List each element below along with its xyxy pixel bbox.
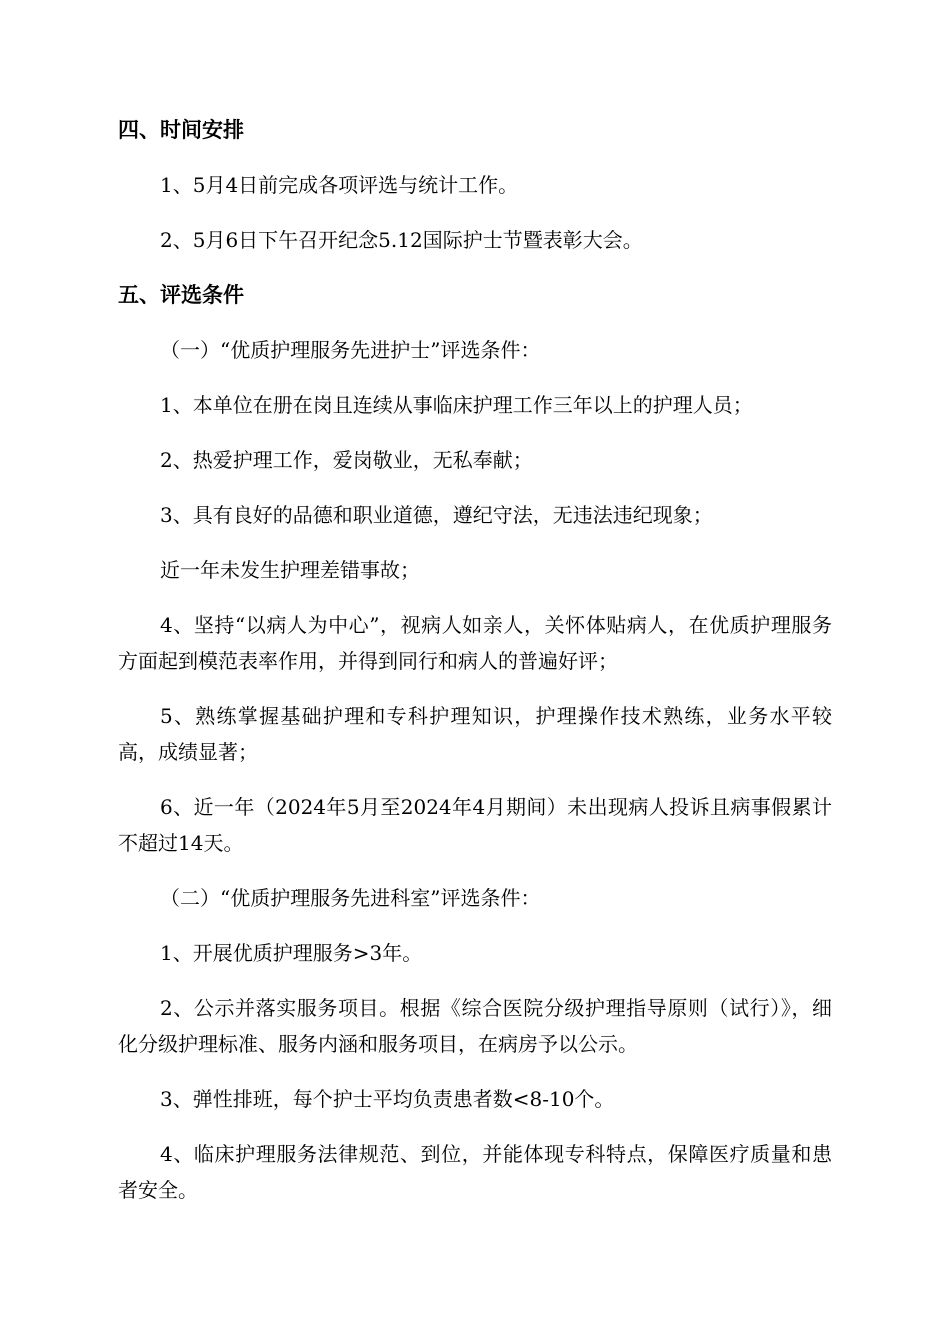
schedule-item-2: 2、5月6日下午召开纪念5.12国际护士节暨表彰大会。 <box>160 228 643 252</box>
nurse-criterion-1: 1、本单位在册在岗且连续从事临床护理工作三年以上的护理人员； <box>160 393 753 417</box>
nurse-criterion-2: 2、热爱护理工作，爱岗敬业，无私奉献； <box>160 448 533 472</box>
department-criterion-3: 3、弹性排班，每个护士平均负责患者数<8-10个。 <box>160 1087 615 1111</box>
nurse-criterion-4: 4、坚持“以病人为中心”，视病人如亲人，关怀体贴病人，在优质护理服务方面起到模范表率作用，并得到同行和病人的普遍好评； <box>118 613 832 673</box>
subsection-title-advanced-nurse: （一）“优质护理服务先进护士”评选条件： <box>160 338 541 362</box>
section-heading-time-schedule: 四、时间安排 <box>118 118 244 142</box>
nurse-criterion-5: 5、熟练掌握基础护理和专科护理知识，护理操作技术熟练，业务水平较高，成绩显著； <box>118 704 832 764</box>
nurse-criterion-6: 6、近一年（2024年5月至2024年4月期间）未出现病人投诉且病事假累计不超过14天。 <box>118 795 832 855</box>
nurse-criterion-3: 3、具有良好的品德和职业道德，遵纪守法，无违法违纪现象； <box>160 503 713 527</box>
department-criterion-1: 1、开展优质护理服务>3年。 <box>160 941 423 965</box>
department-criterion-2: 2、公示并落实服务项目。根据《综合医院分级护理指导原则（试行）》，细化分级护理标准、服务内涵和服务项目，在病房予以公示。 <box>118 996 832 1056</box>
department-criterion-4: 4、临床护理服务法律规范、到位，并能体现专科特点，保障医疗质量和患者安全。 <box>118 1142 832 1202</box>
nurse-criterion-3-continued: 近一年未发生护理差错事故； <box>160 558 420 582</box>
schedule-item-1: 1、5月4日前完成各项评选与统计工作。 <box>160 173 519 197</box>
section-heading-selection-criteria: 五、评选条件 <box>118 283 244 307</box>
subsection-title-advanced-department: （二）“优质护理服务先进科室”评选条件： <box>160 886 541 910</box>
